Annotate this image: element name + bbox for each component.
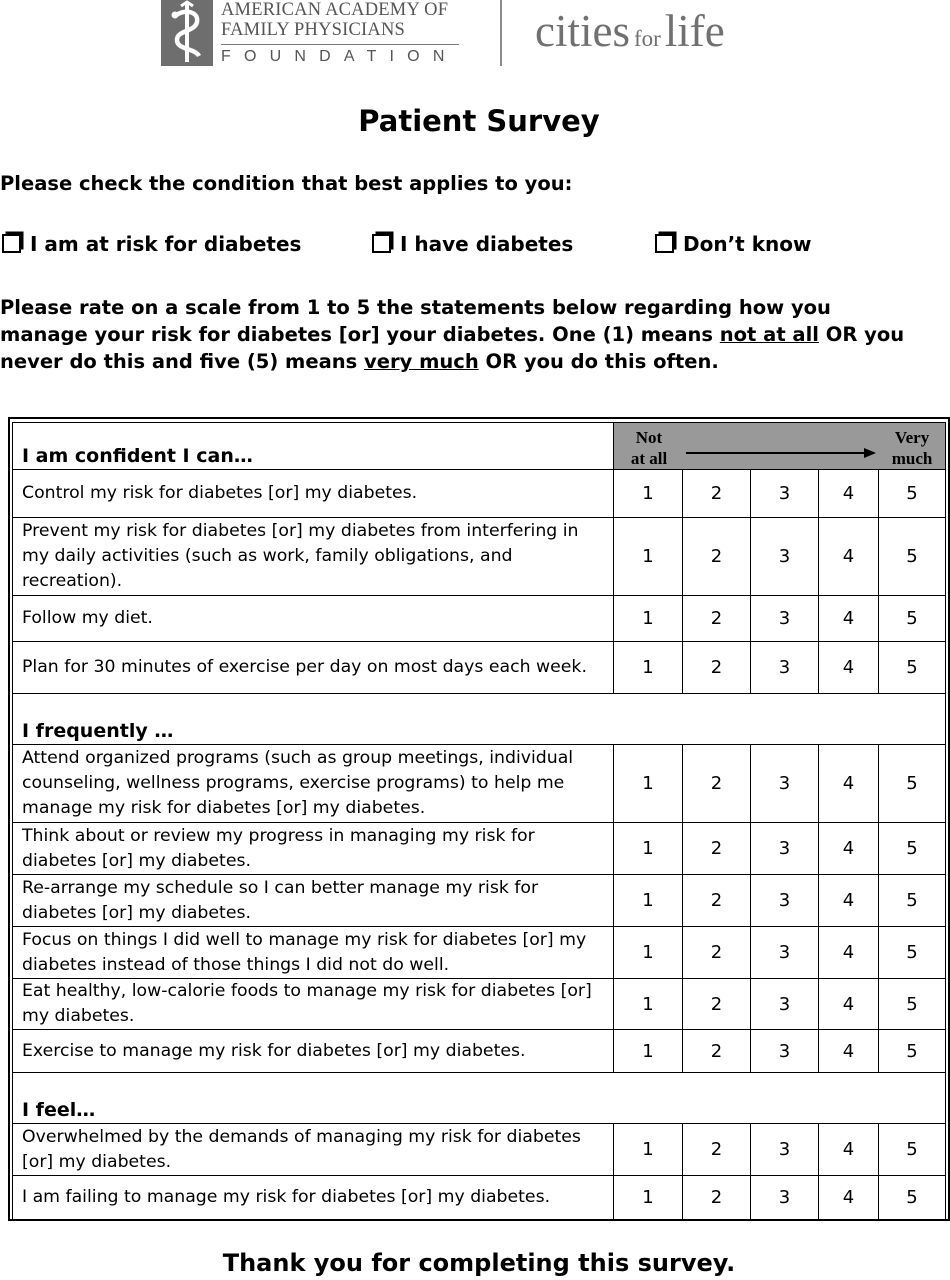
rating-option-1[interactable]: 1 [614,745,683,823]
rating-line1: Please rate on a scale from 1 to 5 the statements below regarding how you [0,296,831,319]
rating-option-2[interactable]: 2 [683,642,751,694]
rating-option-2[interactable]: 2 [683,1176,751,1220]
rating-line3 [0,348,950,375]
aafp-wordmark [221,0,448,40]
checkbox-icon[interactable] [372,234,391,253]
section-header-row [13,423,946,470]
scale-header [614,423,946,470]
condition-instruction: Please check the condition that best applies to you: [0,172,573,195]
statement-text: Eat healthy, low-calorie foods to manage my risk for diabetes [or] my diabetes. [13,979,614,1030]
logo-divider [500,0,502,66]
rating-option-5[interactable]: 5 [879,642,946,694]
rating-line2-start: manage your risk for diabetes [or] your diabetes. One (1) means [0,323,720,346]
rating-line2 [0,321,950,348]
rating-option-1[interactable]: 1 [614,1124,683,1176]
rating-option-5[interactable]: 5 [879,1124,946,1176]
survey-item-row [13,596,946,642]
option-at-risk[interactable] [2,229,301,259]
section-header-row [13,1073,946,1124]
aafp-name-line1: AMERICAN ACADEMY OF [221,0,449,20]
rating-option-3[interactable]: 3 [751,1176,819,1220]
aafp-foundation-label: FOUNDATION [221,48,458,65]
rating-instructions [0,294,950,375]
rating-option-4[interactable]: 4 [819,875,879,927]
option-label: I am at risk for diabetes [30,232,302,256]
rating-option-3[interactable]: 3 [751,596,819,642]
survey-item-row [13,1030,946,1073]
aafp-emblem-icon [161,0,213,66]
scale-high-line2: much [891,449,933,468]
header [0,0,950,72]
section-heading-cell [13,694,946,745]
rating-option-2[interactable]: 2 [683,745,751,823]
rating-option-4[interactable]: 4 [819,596,879,642]
rating-option-5[interactable]: 5 [879,823,946,875]
scale-low-line1: Not [635,428,663,447]
survey-item-row [13,642,946,694]
statement-text: Overwhelmed by the demands of managing my risk for diabetes [or] my diabetes. [13,1124,614,1176]
checkbox-icon[interactable] [2,234,21,253]
section-heading: I feel… [22,1099,96,1121]
rating-option-5[interactable]: 5 [879,470,946,518]
rating-option-3[interactable]: 3 [751,470,819,518]
survey-item-row [13,875,946,927]
survey-item-row [13,1124,946,1176]
checkbox-icon[interactable] [655,234,674,253]
rating-option-4[interactable]: 4 [819,745,879,823]
rating-line2-end: OR you [818,323,905,346]
section-heading: I frequently … [22,720,174,742]
rating-option-5[interactable]: 5 [879,745,946,823]
aafp-name-line2: FAMILY PHYSICIANS [221,20,406,40]
rating-option-3[interactable]: 3 [751,1124,819,1176]
rating-option-1[interactable]: 1 [614,823,683,875]
rating-option-3[interactable]: 3 [751,642,819,694]
statement-text: I am failing to manage my risk for diabetes [or] my diabetes. [13,1176,614,1220]
rating-option-1[interactable]: 1 [614,596,683,642]
survey-item-row [13,1176,946,1220]
option-dont-know[interactable] [655,229,811,259]
survey-table [12,422,946,1220]
option-have-diabetes[interactable] [372,229,573,259]
rating-option-3[interactable]: 3 [751,875,819,927]
rating-option-1[interactable]: 1 [614,1030,683,1073]
cities-for-life-logo [535,6,725,56]
cities-word: cities [535,6,630,56]
rating-option-2[interactable]: 2 [683,1030,751,1073]
rating-option-4[interactable]: 4 [819,642,879,694]
rating-option-2[interactable]: 2 [683,823,751,875]
rating-option-4[interactable]: 4 [819,979,879,1030]
rating-option-3[interactable]: 3 [751,927,819,979]
rating-option-3[interactable]: 3 [751,823,819,875]
rating-option-4[interactable]: 4 [819,1176,879,1220]
statement-text: Control my risk for diabetes [or] my diabetes. [13,470,614,518]
scale-low-line2: at all [630,449,668,468]
survey-item-row [13,470,946,518]
survey-item-row [13,745,946,823]
for-word: for [633,26,661,51]
rating-option-3[interactable]: 3 [751,979,819,1030]
condition-options [0,229,950,259]
rating-option-5[interactable]: 5 [879,927,946,979]
rating-option-3[interactable]: 3 [751,1030,819,1073]
rating-option-2[interactable]: 2 [683,518,751,596]
rating-option-1[interactable]: 1 [614,1176,683,1220]
rating-option-5[interactable]: 5 [879,518,946,596]
scale-high-label [879,427,945,469]
rating-option-4[interactable]: 4 [819,927,879,979]
rating-option-5[interactable]: 5 [879,979,946,1030]
aafp-rule [221,44,459,45]
rating-option-1[interactable]: 1 [614,518,683,596]
survey-item-row [13,518,946,596]
section-heading: I am confident I can… [22,445,253,467]
section-heading-cell [13,1073,946,1124]
life-word: life [664,6,725,56]
rating-option-1[interactable]: 1 [614,979,683,1030]
not-at-all-emphasis: not at all [719,323,819,346]
rating-line3-start: never do this and five (5) means [0,350,365,373]
rating-option-1[interactable]: 1 [614,470,683,518]
rating-option-3[interactable]: 3 [751,745,819,823]
rating-option-5[interactable]: 5 [879,875,946,927]
section-header-row [13,694,946,745]
rating-option-2[interactable]: 2 [683,875,751,927]
option-label: I have diabetes [400,232,574,256]
very-much-emphasis: very much [364,350,479,373]
rating-option-3[interactable]: 3 [751,518,819,596]
thank-you-message: Thank you for completing this survey. [222,1249,736,1277]
statement-text: Follow my diet. [13,596,614,642]
rating-option-4[interactable]: 4 [819,470,879,518]
page-title: Patient Survey [358,104,600,138]
rating-option-2[interactable]: 2 [683,927,751,979]
rating-option-2[interactable]: 2 [683,596,751,642]
statement-text: Re-arrange my schedule so I can better manage my risk for diabetes [or] my diabetes. [13,875,614,927]
section-heading-cell [13,423,614,470]
rating-option-1[interactable]: 1 [614,927,683,979]
option-label: Don’t know [683,232,812,256]
rating-option-5[interactable]: 5 [879,596,946,642]
statement-text: Plan for 30 minutes of exercise per day on most days each week. [13,642,614,694]
rating-option-2[interactable]: 2 [683,1124,751,1176]
rating-option-2[interactable]: 2 [683,470,751,518]
rating-option-1[interactable]: 1 [614,875,683,927]
statement-text: Exercise to manage my risk for diabetes [or] my diabetes. [13,1030,614,1073]
rating-option-5[interactable]: 5 [879,1176,946,1220]
rating-option-2[interactable]: 2 [683,979,751,1030]
survey-item-row [13,823,946,875]
survey-item-row [13,927,946,979]
statement-text: Prevent my risk for diabetes [or] my diabetes from interfering in my daily activities (such as work, family obligations, and recreation). [13,518,614,596]
scale-high-line1: Very [894,428,930,447]
statement-text: Focus on things I did well to manage my risk for diabetes [or] my diabetes instead of those things I did not do well. [13,927,614,979]
rating-option-5[interactable]: 5 [879,1030,946,1073]
rating-option-4[interactable]: 4 [819,1030,879,1073]
statement-text: Think about or review my progress in managing my risk for diabetes [or] my diabetes. [13,823,614,875]
rating-option-4[interactable]: 4 [819,823,879,875]
statement-text: Attend organized programs (such as group meetings, individual counseling, wellness programs, exercise programs) to help me manage my risk for diabetes [or] my diabetes. [13,745,614,823]
rating-option-4[interactable]: 4 [819,1124,879,1176]
survey-item-row [13,979,946,1030]
rating-line3-end: OR you do this often. [478,350,719,373]
rating-option-1[interactable]: 1 [614,642,683,694]
rating-option-4[interactable]: 4 [819,518,879,596]
